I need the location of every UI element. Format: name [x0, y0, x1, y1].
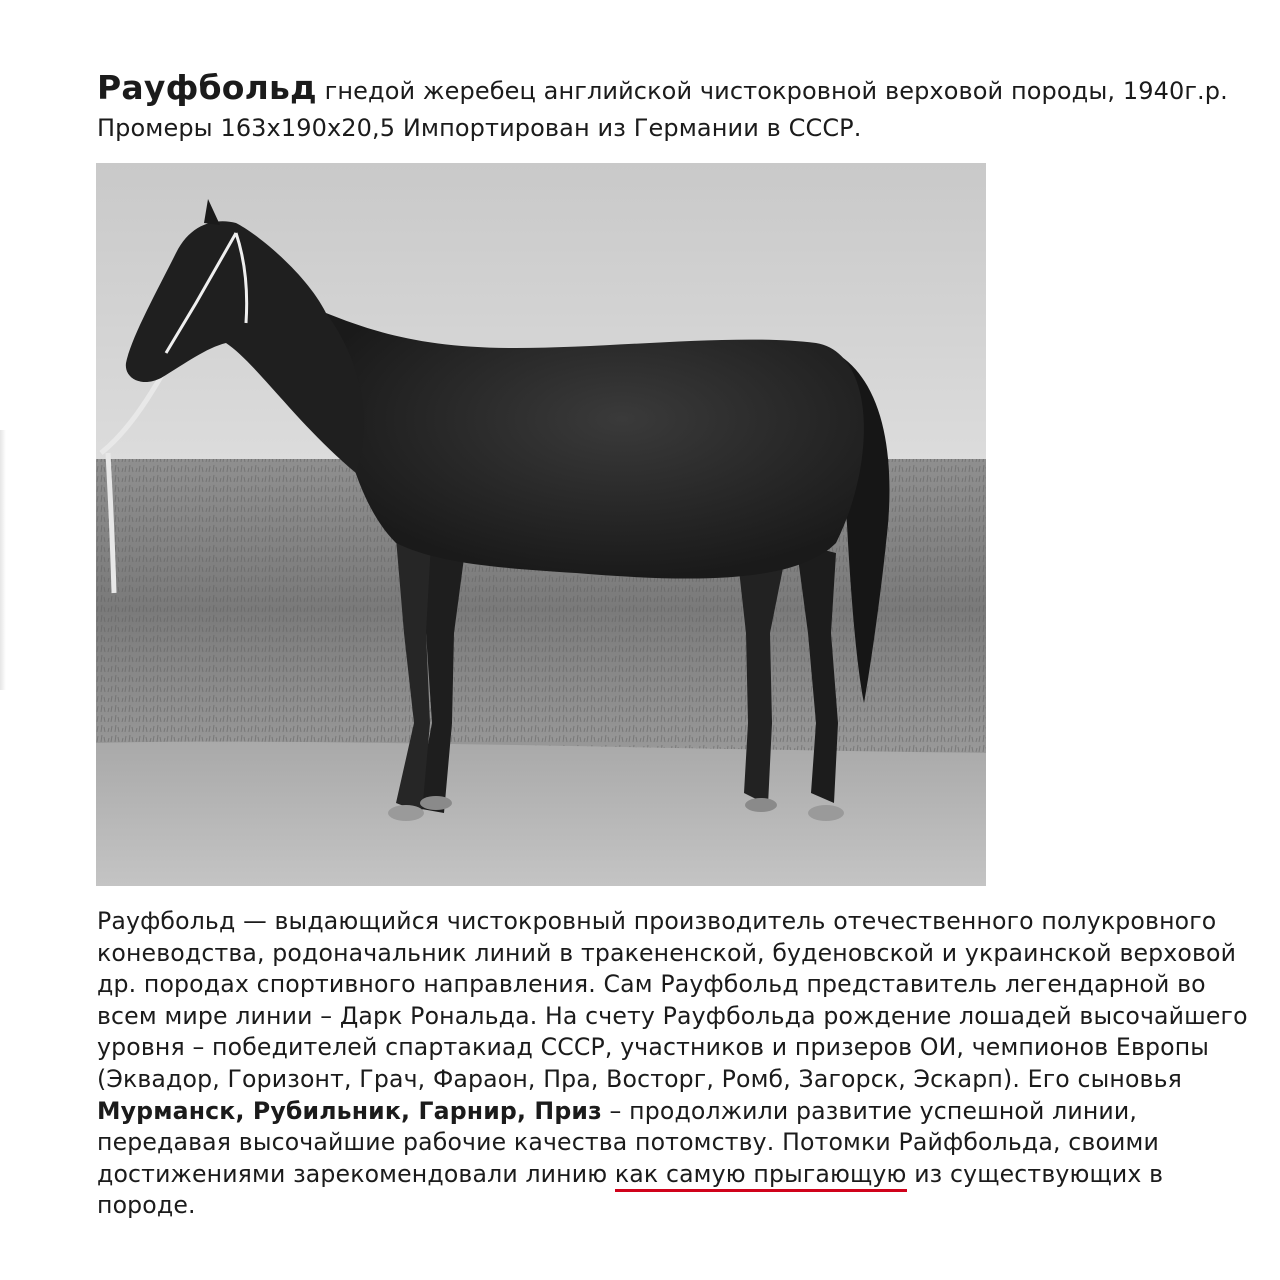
- bio-line-3: др. породах спортивного направления. Сам Рауфбольд представитель легендарной во: [97, 970, 1206, 999]
- bio-line-4: всем мире линии – Дарк Рональда. На счету Рауфбольда рождение лошадей высочайшего: [97, 1001, 1248, 1030]
- header-title-line: [97, 68, 1257, 111]
- bio-line-9: [97, 1159, 1272, 1191]
- horse-photo: [96, 163, 986, 886]
- bio-line-9-pre: достижениями зарекомендовали линию: [97, 1159, 615, 1188]
- horse-description: гнедой жеребец английской чистокровной верховой породы, 1940г.р.: [316, 77, 1228, 105]
- bio-line-10: породе.: [97, 1191, 196, 1220]
- page-edge-shadow: [0, 430, 6, 690]
- bio-line-1: Рауфбольд — выдающийся чистокровный производитель отечественного полукровного: [97, 907, 1217, 935]
- biography-text: [97, 906, 1272, 1222]
- highlighted-phrase: как самую прыгающую: [615, 1160, 907, 1192]
- bio-line-9-post: из существующих в: [906, 1159, 1164, 1188]
- bio-line-6: (Эквадор, Горизонт, Грач, Фараон, Пра, Восторг, Ромб, Загорск, Эскарп). Его сыновья: [97, 1064, 1182, 1093]
- bio-line-7-rest: – продолжили развитие успешной линии,: [601, 1096, 1138, 1125]
- bio-line-7: [97, 1096, 1272, 1128]
- header: [97, 68, 1257, 145]
- sons-names: Мурманск, Рубильник, Гарнир, Приз: [97, 1096, 602, 1125]
- bio-line-8: передавая высочайшие рабочие качества потомству. Потомки Райфбольда, своими: [97, 1128, 1159, 1157]
- bio-line-5: уровня – победителей спартакиад СССР, участников и призеров ОИ, чемпионов Европы: [97, 1033, 1210, 1062]
- horse-measurements: Промеры 163х190х20,5 Импортирован из Германии в СССР.: [97, 114, 862, 142]
- horse-name: Рауфбольд: [97, 68, 317, 107]
- bio-line-2: коневодства, родоначальник линий в тракененской, буденовской и украинской верховой: [97, 938, 1237, 967]
